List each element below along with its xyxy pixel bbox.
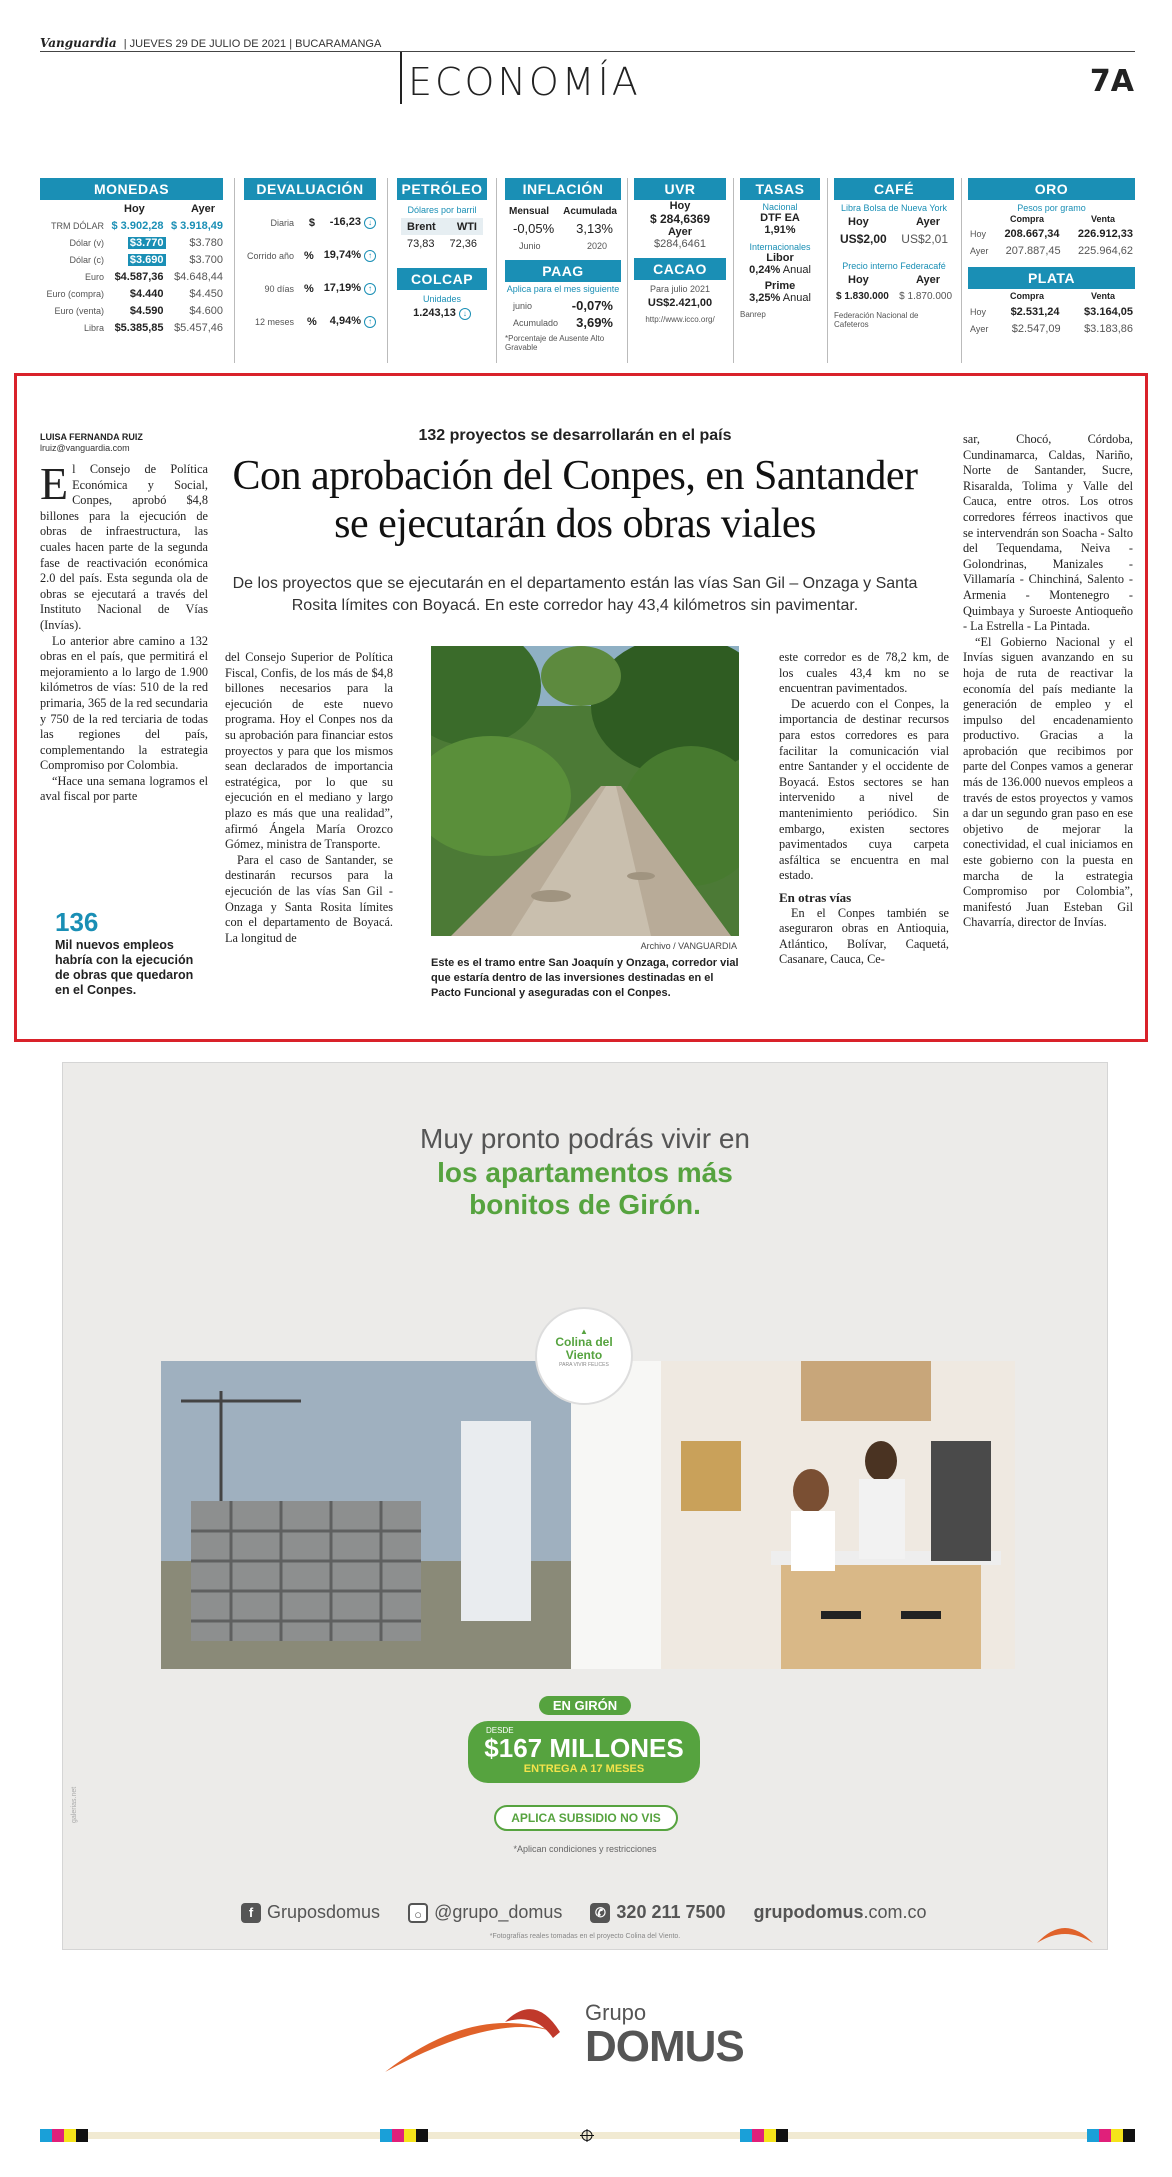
column-divider [827, 178, 828, 363]
paag-subtitle: Aplica para el mes siguiente [506, 284, 620, 294]
ad-headline-line2 [63, 1157, 1107, 1221]
website-suffix: .com.co [863, 1902, 927, 1922]
ad-city-wrap [63, 1696, 1107, 1715]
cafe-int-ayer: $ 1.870.000 [899, 291, 952, 302]
ad-subsidio-button[interactable]: APLICA SUBSIDIO NO VIS [494, 1805, 678, 1831]
section-title: ECONOMÍA [408, 60, 641, 104]
oro-ayer-label: Ayer [970, 245, 989, 256]
currency-yesterday: $3.700 [189, 253, 223, 266]
ad-agency: galerias.net [71, 1786, 78, 1823]
facebook-icon: f [241, 1903, 261, 1923]
stat-number: 136 [55, 907, 99, 937]
oro-hoy-venta: 226.912,33 [1077, 227, 1133, 240]
currency-label: Euro (venta) [54, 305, 104, 316]
currency-label: Dólar (c) [69, 254, 104, 265]
col-header-ayer: Ayer [190, 202, 215, 215]
paag-title: PAAG [505, 260, 621, 282]
oro-ayer-compra: 207.887,45 [1005, 244, 1061, 257]
devaluation-unit: $ [308, 216, 315, 229]
dtf-value: 1,91% [764, 224, 796, 236]
column-divider [961, 178, 962, 363]
colcap-title: COLCAP [397, 268, 487, 290]
petroleo-panel [397, 178, 487, 363]
paragraph: En el Conpes también se aseguraron obras en Antioquia, Atlántico, Bolívar, Caquetá, Casanare, Cauca, Ce- [779, 905, 949, 967]
ad-photo [161, 1361, 1015, 1669]
colcap-subtitle: Unidades [422, 294, 462, 304]
cafe-source: Federación Nacional de Cafeteros [834, 311, 919, 329]
brand-main: DOMUS [585, 2022, 744, 2071]
libor-value: 0,24% [749, 264, 781, 276]
arrow-down-icon: ↓ [364, 217, 376, 229]
devaluation-unit: % [303, 249, 314, 262]
paag-junio-value: -0,07% [571, 298, 613, 313]
cafe-ny-label: Libra Bolsa de Nueva York [840, 203, 948, 213]
devaluation-row [244, 239, 376, 272]
article-kicker: 132 proyectos se desarrollarán en el país [418, 427, 732, 444]
inflacion-panel [505, 178, 621, 363]
masthead [40, 36, 1135, 52]
currency-yesterday: $4.648,44 [174, 270, 223, 283]
wti-value: 72,36 [449, 237, 477, 250]
devaluacion-panel [244, 178, 376, 363]
currency-row [40, 234, 223, 251]
cafe-ny-hoy: US$2,00 [840, 231, 887, 246]
article-column-3 [779, 650, 949, 968]
print-color-bar [40, 2129, 1135, 2142]
plata-title: PLATA [968, 267, 1135, 289]
paragraph: Lo anterior abre camino a 132 obras en el país, que permitirá el mejoramiento a lo largo de 1.900 kilómetros de vías: 510 de la red primaria, 365 de la red secundaria y 750 de la red terciaria de todas las regiones del país, complementando la estrategia Compromiso por Colombia. [40, 633, 208, 773]
cacao-source: http://www.icco.org/ [645, 315, 715, 324]
whatsapp-number: 320 211 7500 [616, 1902, 726, 1922]
currency-row [40, 217, 223, 234]
devaluation-label: 12 meses [254, 316, 294, 327]
plata-compra-label: Compra [1010, 291, 1045, 301]
plata-ayer-label: Ayer [970, 323, 989, 334]
paragraph: “Hace una semana logramos el aval fiscal por parte [40, 773, 208, 804]
paragraph: este corredor es de 78,2 km, de los cuales 43,4 km no se encuentran pavimentados. [779, 650, 949, 696]
currency-yesterday: $3.780 [189, 236, 223, 249]
ad-headline-line1: Muy pronto podrás vivir en [420, 1123, 750, 1154]
uvr-title: UVR [634, 178, 726, 200]
ad-conditions: *Aplican condiciones y restricciones [513, 1844, 657, 1854]
plata-venta-label: Venta [1090, 291, 1115, 301]
column-divider [496, 178, 497, 363]
newspaper-brand: Vanguardia [40, 36, 117, 50]
devaluation-value: 4,94% [329, 315, 361, 327]
uvr-ayer-label: Ayer [667, 226, 693, 238]
photo-caption: Este es el tramo entre San Joaquín y Onzaga, corredor vial que estaría dentro de las inversiones destinadas en el Pacto Funcional y aseguradas con el Conpes. [431, 957, 739, 999]
instagram-handle: @grupo_domus [434, 1902, 563, 1922]
column-divider [387, 178, 388, 363]
currency-row [40, 268, 223, 285]
acumulada-label: Acumulada [563, 206, 617, 217]
whatsapp-contact[interactable] [590, 1902, 725, 1923]
paragraph: De acuerdo con el Conpes, la importancia de destinar recursos para estos corredores es para facilitar la comunicación vial entre Santander y el occidente de Boyacá. Estos sectores se han intervenido a nivel de mantenimiento periódico. Sin embargo, existen sectores pavimentados cuya carpeta asfáltica se encuentra en mal estado. [779, 696, 949, 883]
ad-price-box [468, 1721, 700, 1783]
website-domain: grupodomus [753, 1902, 864, 1922]
column-divider [234, 178, 235, 363]
leaf-icon: ▲ [580, 1327, 588, 1336]
logo-tagline: PARA VIVIR FELICES [559, 1362, 609, 1368]
oro-venta-label: Venta [1090, 214, 1115, 224]
oro-title: ORO [968, 178, 1135, 200]
stat-text: Mil nuevos empleos habría con la ejecución de obras que quedaron en el Conpes. [55, 938, 194, 997]
monedas-panel [40, 178, 223, 363]
inflacion-anio: 2020 [586, 240, 607, 251]
plata-ayer-venta: $3.183,86 [1084, 322, 1133, 335]
currency-yesterday: $4.600 [189, 304, 223, 317]
prime-label: Prime [764, 280, 796, 292]
oro-hoy-label: Hoy [970, 228, 987, 239]
currency-today: $4.587,36 [114, 270, 164, 283]
devaluation-label: Diaria [270, 217, 294, 228]
plata-hoy-venta: $3.164,05 [1084, 305, 1133, 318]
arrow-up-icon: ↑ [364, 316, 376, 328]
uvr-panel [634, 178, 726, 363]
currency-row [40, 319, 223, 336]
article-column-4 [963, 432, 1133, 931]
devaluation-row [244, 206, 376, 239]
cafe-ny-ayer: US$2,01 [901, 231, 948, 246]
brand-top: Grupo [585, 2000, 647, 2025]
paragraph: del Consejo Superior de Política Fiscal, Confis, de los más de $4,8 billones necesarios para la ejecución de este nuevo programa. Hoy el Conpes nos da su aprobación para financiar estos proyectos y para que los mismos sean declarados de importancia estratégica, por lo que su ejecución en el mediano y largo plazo es más que una realidad”, afirmó Ángela María Orozco Gómez, ministra de Transporte. [225, 650, 393, 852]
currency-row [40, 285, 223, 302]
tasas-source: Banrep [740, 310, 766, 319]
currency-yesterday: $4.450 [189, 287, 223, 300]
uvr-hoy-label: Hoy [669, 200, 691, 212]
photo-credit: Archivo / VANGUARDIA [640, 941, 737, 951]
issue-date: | JUEVES 29 DE JULIO DE 2021 | BUCARAMANGA [123, 38, 382, 50]
libor-label: Libor [766, 252, 794, 264]
currency-yesterday: $5.457,46 [174, 321, 223, 334]
ad-price-from: DESDE [486, 1726, 514, 1735]
column-divider [627, 178, 628, 363]
devaluation-value: 19,74% [323, 249, 361, 261]
devaluacion-title: DEVALUACIÓN [244, 178, 376, 200]
cacao-title: CACAO [634, 258, 726, 280]
currency-today: $5.385,85 [114, 321, 164, 334]
ad-footnote: *Fotografías reales tomadas en el proyecto Colina del Viento. [489, 1933, 681, 1940]
col-header-hoy: Hoy [124, 202, 145, 215]
article-column-2 [225, 650, 393, 946]
cacao-value: US$2.421,00 [647, 297, 713, 309]
ad-price: $167 MILLONES [484, 1733, 684, 1763]
website-link[interactable] [754, 1902, 927, 1923]
cafe-ayer-label: Ayer [915, 215, 940, 228]
paragraph: “El Gobierno Nacional y el Invías siguen avanzando en su hoja de ruta de reactivar la economía del país mediante la generación de empleo y el impulso del encadenamiento productivo. Gracias a la aprobación que recibimos por parte del Conpes vamos a generar más de 136.000 nuevos empleos a través de estos proyectos y vamos a dar un segundo gran paso en ese objetivo de mejorar la conectividad, el cual iniciamos en este gobierno con la puesta en marcha de la estrategia Compromiso por Colombia”, manifestó Juan Esteban Gil Chavarría, director de Invías. [963, 634, 1133, 930]
currency-label: Libra [83, 322, 104, 333]
devaluation-value: -16,23 [329, 216, 361, 228]
currency-label: Dólar (v) [69, 237, 104, 248]
instagram-contact[interactable] [408, 1902, 562, 1923]
devaluation-value: 17,19% [323, 282, 361, 294]
logo-name: Colina del Viento [555, 1335, 613, 1362]
colina-del-viento-logo [535, 1307, 633, 1405]
dtf-label: DTF EA [760, 212, 800, 224]
paragraph: Para el caso de Santander, se destinarán recursos para la ejecución de las vías San Gil - Onzaga y Santa Rosita límites con el departamento de Boyacá. La longitud de [225, 852, 393, 945]
currency-row [40, 251, 223, 268]
monedas-title: MONEDAS [40, 178, 223, 200]
instagram-icon: ○ [408, 1903, 428, 1923]
currency-label: Euro (compra) [46, 288, 104, 299]
tasas-nacional: Nacional [762, 202, 798, 212]
brent-label: Brent [407, 220, 436, 233]
facebook-contact[interactable] [241, 1902, 380, 1923]
libor-unit: Anual [782, 264, 811, 276]
oro-hoy-compra: 208.667,34 [1004, 227, 1060, 240]
article-subhead: En otras vías [779, 889, 852, 905]
drop-cap: E [40, 458, 69, 509]
wti-label: WTI [456, 220, 477, 233]
currency-label: Euro [84, 271, 104, 282]
cafe-title: CAFÉ [834, 178, 954, 200]
inflacion-acumulada: 3,13% [576, 221, 613, 236]
paag-acum-value: 3,69% [576, 315, 613, 330]
cafe-hoy-label: Hoy [848, 215, 869, 228]
real-estate-ad[interactable] [62, 1062, 1108, 1950]
cafe-panel [834, 178, 954, 363]
paragraph: sar, Chocó, Córdoba, Cundinamarca, Caldas, Nariño, Norte de Santander, Sucre, Risaralda, Tolima y Valle del Cauca, entre otros. Los otros corredores férreos inactivos que se intervendrán son Soacha - Salto del Tequendama, Neiva - Golondrinas, Manizales - Villamaría - Chinchiná, Salento - Armenia - Montenegro - Quimbaya y Suroeste Antioqueño - La Estrella - La Pintada. [963, 432, 1133, 634]
facebook-handle: Gruposdomus [267, 1902, 381, 1922]
author-email: lruiz@vanguardia.com [40, 443, 130, 453]
tasas-panel [740, 178, 820, 363]
prime-value: 3,25% [749, 292, 781, 304]
mensual-label: Mensual [509, 206, 550, 217]
cafe-interno-label: Precio interno Federacafé [842, 261, 946, 271]
ad-city: EN GIRÓN [539, 1696, 631, 1715]
swoosh-icon [1035, 1919, 1095, 1945]
ad-headline-part: bonitos de Girón. [469, 1189, 701, 1220]
currency-today: $ 3.902,28 [111, 219, 164, 232]
arrow-up-icon: ↑ [364, 283, 376, 295]
devaluation-unit: % [307, 315, 317, 328]
tasas-internacionales: Internacionales [749, 242, 811, 252]
colcap-value: 1.243,13 [413, 307, 456, 319]
oro-subtitle: Pesos por gramo [1017, 203, 1086, 213]
paag-acum-label: Acumulado [513, 317, 559, 328]
currency-row [40, 302, 223, 319]
road-photo [431, 646, 739, 936]
page-number: 7A [1089, 64, 1134, 99]
paag-note: *Porcentaje de Ausente Alto Gravable [505, 334, 605, 352]
arrow-up-icon: ↑ [364, 250, 376, 262]
ad-contacts [241, 1902, 927, 1923]
devaluation-row [244, 272, 376, 305]
cafe-hoy-label: Hoy [848, 273, 869, 286]
plata-hoy-label: Hoy [970, 306, 987, 317]
uvr-hoy: $ 284,6369 [649, 212, 711, 226]
column-divider [733, 178, 734, 363]
brent-value: 73,83 [407, 237, 435, 250]
article-headline: Con aprobación del Conpes, en Santander se ejecutarán dos obras viales [232, 453, 918, 547]
devaluation-label: 90 días [264, 283, 294, 294]
currency-yesterday: $ 3.918,49 [171, 219, 223, 232]
author-name: LUISA FERNANDA RUIZ [40, 432, 143, 442]
cafe-int-hoy: $ 1.830.000 [836, 291, 889, 302]
oro-panel [968, 178, 1135, 363]
currency-today: $4.590 [129, 304, 164, 317]
devaluation-label: Corrido año [246, 250, 294, 261]
uvr-ayer: $284,6461 [654, 238, 706, 250]
grupo-domus-logo [385, 1992, 785, 2077]
plata-ayer-compra: $2.547,09 [1011, 322, 1061, 335]
devaluation-row [244, 305, 376, 338]
petroleo-subtitle: Dólares por barril [407, 205, 477, 215]
petroleo-title: PETRÓLEO [397, 178, 487, 200]
currency-label: TRM DÓLAR [50, 220, 104, 231]
section-divider [400, 52, 402, 104]
paragraph: l Consejo de Política Económica y Social, Conpes, aprobó $4,8 billones para la ejecución de obras de infraestructura, las cuales hacen parte de la segunda fase de reactivación económica 2.0 del país. Esta segunda ola de obras se ejecutará a través del Instituto Nacional de Vías (Invías). [40, 462, 208, 632]
prime-unit: Anual [782, 292, 811, 304]
ad-headline-part: los apartamentos más [437, 1157, 733, 1188]
devaluation-unit: % [303, 282, 314, 295]
cafe-ayer-label: Ayer [915, 273, 940, 286]
oro-ayer-venta: 225.964,62 [1077, 244, 1133, 257]
currency-today: $3.770 [129, 236, 164, 249]
arrow-down-icon: ↓ [459, 308, 471, 320]
tasas-title: TASAS [740, 178, 820, 200]
oro-compra-label: Compra [1010, 214, 1045, 224]
article-deck: De los proyectos que se ejecutarán en el departamento están las vías San Gil – Onzaga y Santa Rosita límites con Boyacá. En este corredor hay 43,4 kilómetros sin pavimentar. [232, 575, 918, 614]
currency-today: $3.690 [129, 253, 164, 266]
cacao-subtitle: Para julio 2021 [649, 284, 711, 294]
inflacion-title: INFLACIÓN [505, 178, 621, 200]
inflacion-mes: Junio [519, 240, 541, 251]
currency-today: $4.440 [129, 287, 164, 300]
plata-hoy-compra: $2.531,24 [1010, 305, 1060, 318]
ad-delivery: ENTREGA A 17 MESES [523, 1763, 645, 1775]
whatsapp-icon: ✆ [590, 1903, 610, 1923]
inflacion-mensual: -0,05% [513, 221, 555, 236]
paag-junio-label: junio [513, 300, 533, 311]
article-column-1 [40, 458, 208, 805]
